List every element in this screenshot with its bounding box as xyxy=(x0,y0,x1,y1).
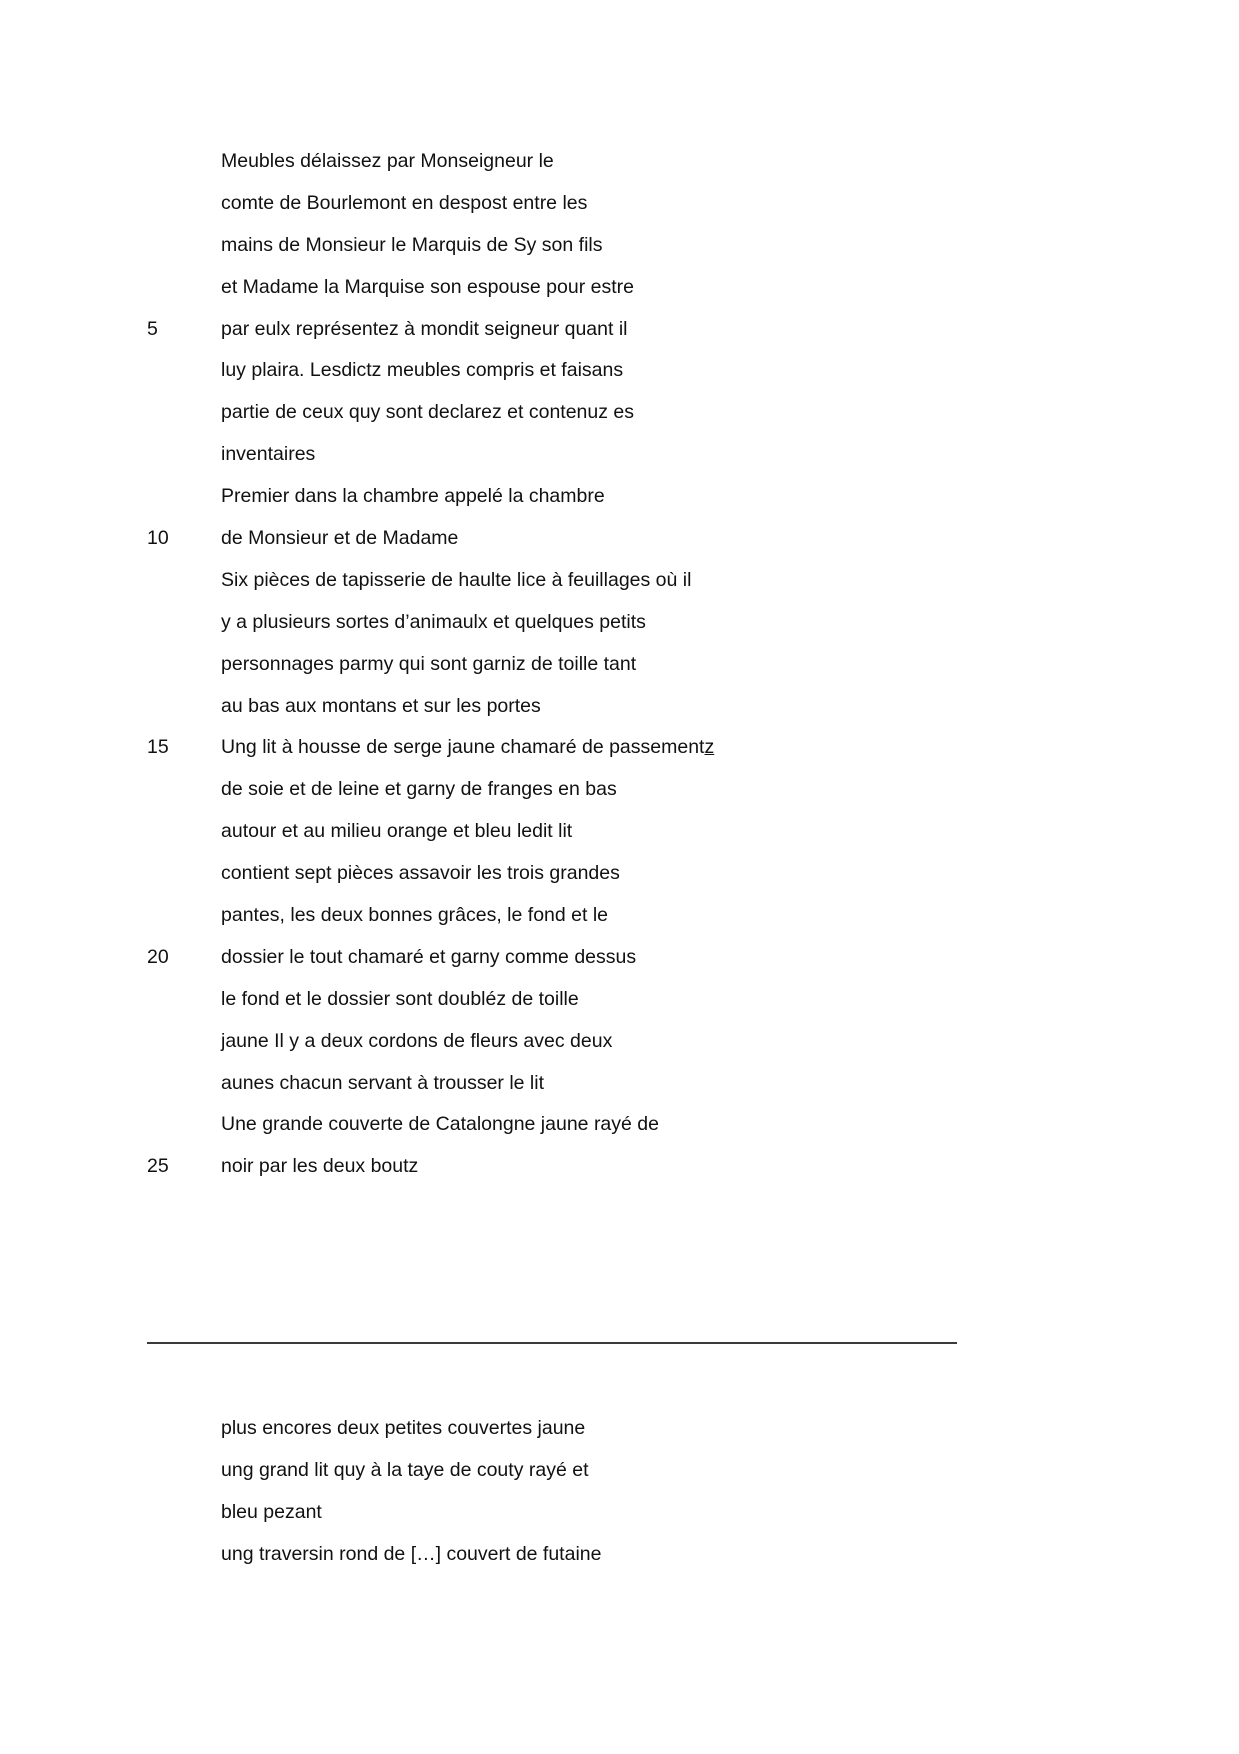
line-text-content: Premier dans la chambre appelé la chambre xyxy=(221,485,605,508)
text-line xyxy=(0,1492,1239,1534)
text-line xyxy=(0,225,1239,267)
line-text xyxy=(221,350,623,392)
text-line xyxy=(0,644,1239,686)
line-text xyxy=(221,225,603,267)
line-text-content: y a plusieurs sortes d’animaulx et quelques petits xyxy=(221,610,646,633)
transcription-main-block xyxy=(0,141,1239,1188)
line-text-content: Meubles délaissez par Monseigneur le xyxy=(221,150,554,172)
line-text-content: noir par les deux boutz xyxy=(221,1155,419,1178)
line-text xyxy=(221,644,636,686)
text-line xyxy=(0,937,1239,979)
text-line xyxy=(0,392,1239,434)
line-text-content: de soie et de leine et garny de franges en bas xyxy=(221,778,617,801)
line-text xyxy=(221,1021,612,1063)
line-text-content: bleu pezant xyxy=(221,1500,322,1523)
line-text xyxy=(221,183,587,225)
text-line xyxy=(0,1146,1239,1188)
text-line xyxy=(0,686,1239,728)
line-text-content: Six pièces de tapisserie de haulte lice à feuillages où il xyxy=(221,568,692,591)
line-text xyxy=(221,769,617,811)
line-text-content: contient sept pièces assavoir les trois grandes xyxy=(221,862,620,885)
line-text-content: pantes, les deux bonnes grâces, le fond et le xyxy=(221,904,609,927)
line-text xyxy=(221,518,458,560)
line-text xyxy=(221,309,628,351)
line-text xyxy=(221,141,554,183)
text-line xyxy=(0,518,1239,560)
line-text xyxy=(221,1408,585,1450)
text-line xyxy=(0,1534,1239,1576)
line-text xyxy=(221,267,634,309)
text-line xyxy=(0,1021,1239,1063)
line-number: 10 xyxy=(147,527,169,550)
transcription-continuation-block xyxy=(0,1408,1239,1576)
text-line xyxy=(0,895,1239,937)
line-text xyxy=(221,1492,322,1534)
text-line xyxy=(0,141,1239,183)
line-text xyxy=(221,1534,601,1576)
line-text-content: partie de ceux quy sont declarez et contenuz es xyxy=(221,401,635,424)
text-line xyxy=(0,350,1239,392)
text-line xyxy=(0,434,1239,476)
text-line xyxy=(0,1450,1239,1492)
line-text-content: de Monsieur et de Madame xyxy=(221,527,459,550)
line-text xyxy=(221,895,608,937)
line-text xyxy=(221,560,691,602)
line-text xyxy=(221,434,315,476)
line-text-content: autour et au milieu orange et bleu ledit lit xyxy=(221,820,573,843)
line-text xyxy=(221,602,646,644)
line-text-content: ung traversin rond de […] couvert de futaine xyxy=(221,1542,602,1565)
text-line xyxy=(0,560,1239,602)
text-line xyxy=(0,267,1239,309)
text-line xyxy=(0,811,1239,853)
text-line xyxy=(0,979,1239,1021)
line-text-content: plus encores deux petites couvertes jaune xyxy=(221,1417,586,1439)
text-line xyxy=(0,1104,1239,1146)
text-line xyxy=(0,769,1239,811)
line-text-content: inventaires xyxy=(221,443,316,466)
line-text-content: luy plaira. Lesdictz meubles compris et faisans xyxy=(221,359,624,382)
line-text xyxy=(221,1063,544,1105)
line-text xyxy=(221,392,634,434)
line-text-content: comte de Bourlemont en despost entre les xyxy=(221,191,588,214)
line-text xyxy=(221,727,714,769)
line-number: 25 xyxy=(147,1155,169,1178)
line-text xyxy=(221,811,572,853)
page-separator-rule xyxy=(147,1342,957,1344)
line-text-content: mains de Monsieur le Marquis de Sy son fils xyxy=(221,233,603,256)
line-text xyxy=(221,1104,659,1146)
text-line xyxy=(0,183,1239,225)
text-line xyxy=(0,476,1239,518)
text-line xyxy=(0,1063,1239,1105)
line-number: 15 xyxy=(147,736,169,759)
line-text xyxy=(221,1450,588,1492)
line-text xyxy=(221,476,605,518)
text-line xyxy=(0,853,1239,895)
line-text-content: jaune Il y a deux cordons de fleurs avec deux xyxy=(221,1029,613,1052)
line-text-content: par eulx représentez à mondit seigneur quant il xyxy=(221,317,628,340)
underlined-letter: z xyxy=(704,736,715,759)
line-text-content: aunes chacun servant à trousser le lit xyxy=(221,1071,545,1094)
line-text-content: et Madame la Marquise son espouse pour estre xyxy=(221,275,634,298)
line-text xyxy=(221,853,620,895)
line-text-content: dossier le tout chamaré et garny comme dessus xyxy=(221,945,637,968)
line-text-content: Une grande couverte de Catalongne jaune rayé de xyxy=(221,1113,659,1136)
line-text xyxy=(221,937,636,979)
line-text xyxy=(221,686,541,728)
line-text-content: le fond et le dossier sont doubléz de toille xyxy=(221,987,579,1010)
line-number: 5 xyxy=(147,317,158,340)
line-text-content: au bas aux montans et sur les portes xyxy=(221,694,541,717)
line-number: 20 xyxy=(147,945,169,968)
text-line xyxy=(0,727,1239,769)
text-line xyxy=(0,1408,1239,1450)
line-text-content: Ung lit à housse de serge jaune chamaré de passement xyxy=(221,736,705,759)
line-text-content: personnages parmy qui sont garniz de toille tant xyxy=(221,652,637,675)
text-line xyxy=(0,602,1239,644)
line-text-content: ung grand lit quy à la taye de couty rayé et xyxy=(221,1458,589,1481)
line-text xyxy=(221,1146,418,1188)
line-text xyxy=(221,979,579,1021)
text-line xyxy=(0,309,1239,351)
